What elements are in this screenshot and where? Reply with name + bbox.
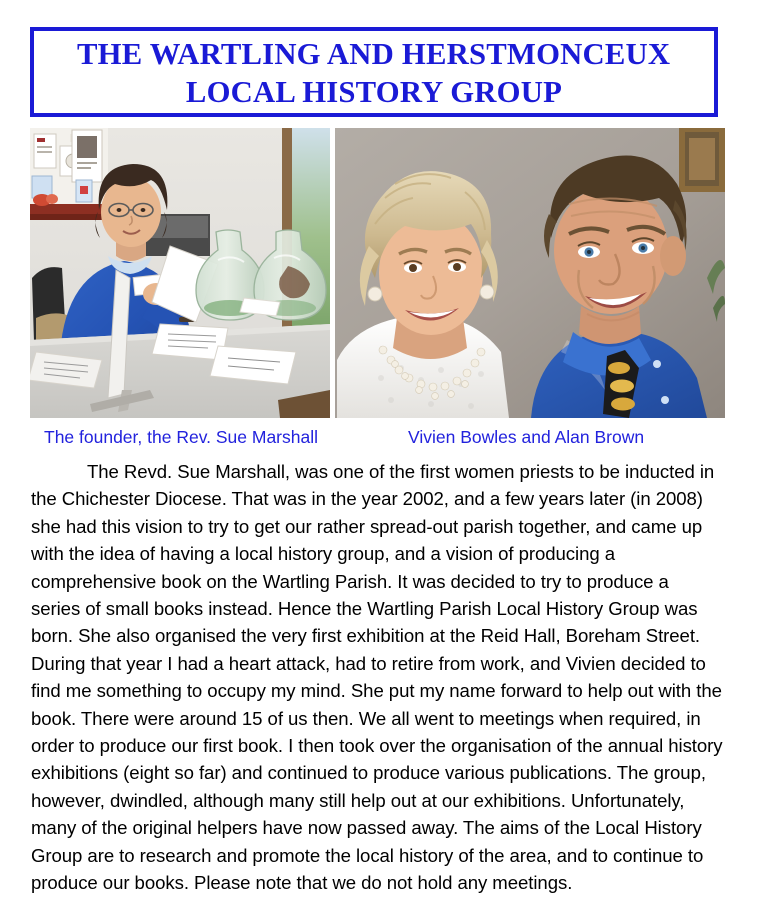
- page-title-line-2: LOCAL HISTORY GROUP: [185, 74, 563, 109]
- page-title-banner: [30, 27, 718, 117]
- article-body: The Revd. Sue Marshall, was one of the first women priests to be inducted in the Chichester Diocese. That was in the year 2002, and a few years later (in 2008) she had this vision to try to get our rather spread-out parish together, and came up with the idea of having a local history group, and a vision of producing a comprehensive book on the Wartling Parish. It was decided to try to produce a series of small books instead. Hence the Wartling Parish Local History Group was born. She also organised the very first exhibition at the Reid Hall, Boreham Street. During that year I had a heart attack, had to retire from work, and Vivien decided to find me something to occupy my mind. She put my name forward to help out with the book. There were around 15 of us then. We all went to meetings when required, in order to produce our first book. I then took over the organisation of the annual history exhibitions (eight so far) and continued to produce various publications. The group, however, dwindled, although many still help out at our exhibitions. Unfortunately, many of the original helpers have now passed away. The aims of the Local History Group are to research and promote the local history of the area, and to continue to produce our books. Please note that we do not hold any meetings.: [31, 461, 723, 894]
- photo-captions: [30, 426, 725, 450]
- photo-vivien-bowles-alan-brown: [335, 128, 725, 418]
- caption-left: The founder, the Rev. Sue Marshall: [44, 427, 318, 447]
- caption-right: Vivien Bowles and Alan Brown: [408, 427, 645, 447]
- page-title-line-1: THE WARTLING AND HERSTMONCEUX: [77, 36, 671, 71]
- photo-row: [30, 128, 725, 418]
- photo-sue-marshall: [30, 128, 330, 418]
